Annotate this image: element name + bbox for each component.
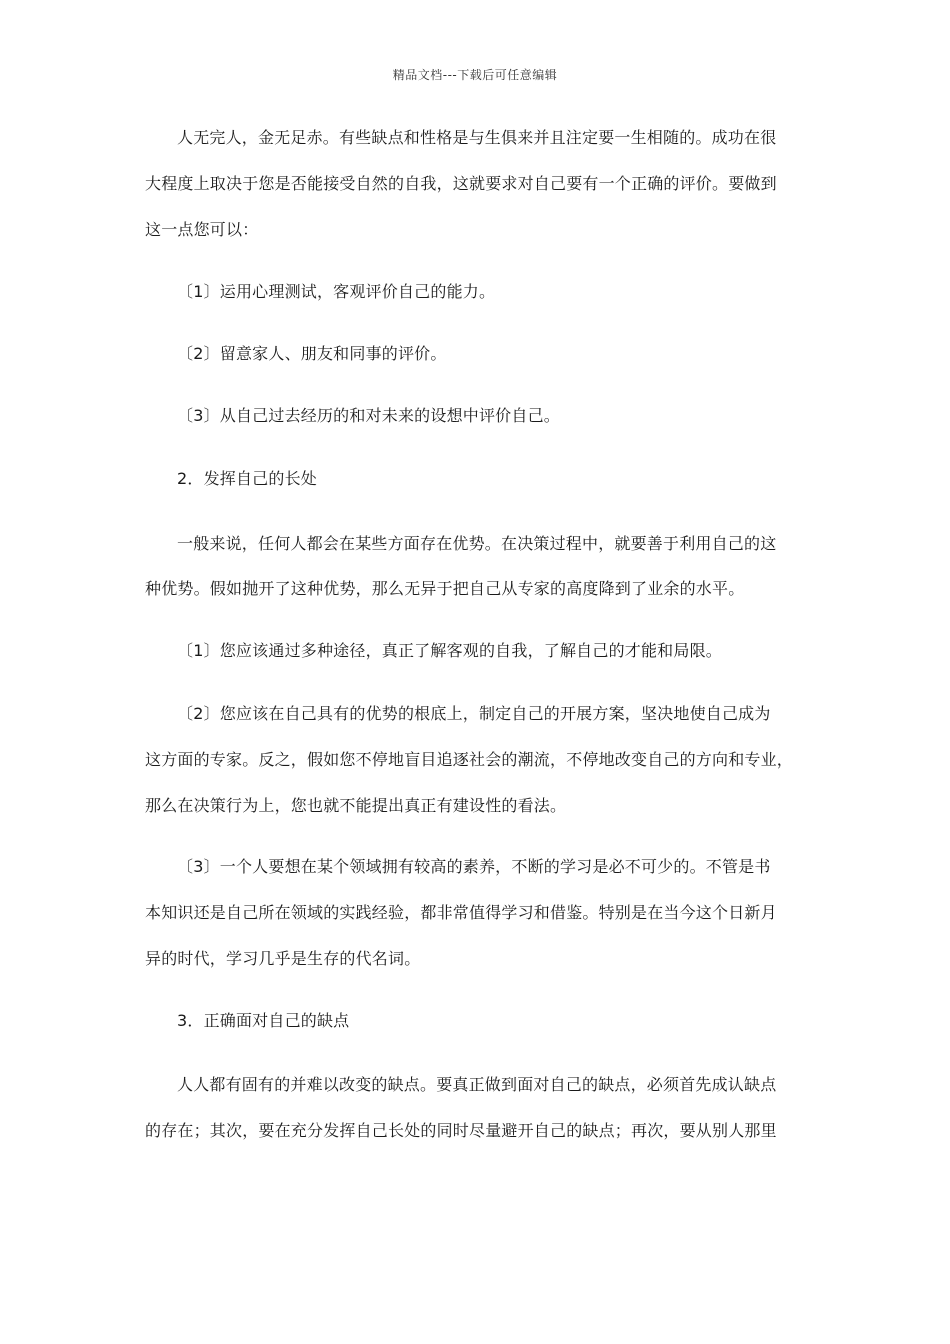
paragraph-line: 一般来说，任何人都会在某些方面存在优势。在决策过程中，就要善于利用自己的这 xyxy=(177,534,777,553)
paragraph-line: 人人都有固有的并难以改变的缺点。要真正做到面对自己的缺点，必须首先成认缺点 xyxy=(177,1075,777,1094)
list-item: 〔3〕一个人要想在某个领域拥有较高的素养，不断的学习是必不可少的。不管是书 xyxy=(177,857,771,876)
section-heading: 2．发挥自己的长处 xyxy=(177,469,317,488)
list-item: 〔3〕从自己过去经历的和对未来的设想中评价自己。 xyxy=(177,406,560,425)
section-heading: 3．正确面对自己的缺点 xyxy=(177,1011,350,1030)
list-item: 〔1〕运用心理测试，客观评价自己的能力。 xyxy=(177,282,496,301)
paragraph-line: 本知识还是自己所在领域的实践经验，都非常值得学习和借鉴。特别是在当今这个日新月 xyxy=(145,903,777,922)
paragraph-line: 异的时代，学习几乎是生存的代名词。 xyxy=(145,949,421,968)
paragraph-line: 这一点您可以： xyxy=(145,220,259,239)
paragraph-line: 那么在决策行为上，您也就不能提出真正有建设性的看法。 xyxy=(145,796,567,815)
paragraph-line: 大程度上取决于您是否能接受自然的自我，这就要求对自己要有一个正确的评价。要做到 xyxy=(145,174,777,193)
paragraph-line: 种优势。假如抛开了这种优势，那么无异于把自己从专家的高度降到了业余的水平。 xyxy=(145,579,745,598)
list-item: 〔1〕您应该通过多种途径，真正了解客观的自我，了解自己的才能和局限。 xyxy=(177,641,722,660)
list-item: 〔2〕您应该在自己具有的优势的根底上，制定自己的开展方案，坚决地使自己成为 xyxy=(177,704,771,723)
paragraph-line: 人无完人，金无足赤。有些缺点和性格是与生俱来并且注定要一生相随的。成功在很 xyxy=(177,128,777,147)
paragraph-line: 这方面的专家。反之，假如您不停地盲目追逐社会的潮流，不停地改变自己的方向和专业， xyxy=(145,750,794,769)
paragraph-line: 的存在；其次，要在充分发挥自己长处的同时尽量避开自己的缺点；再次，要从别人那里 xyxy=(145,1121,777,1140)
list-item: 〔2〕留意家人、朋友和同事的评价。 xyxy=(177,344,447,363)
page-header: 精品文档---下载后可任意编辑 xyxy=(392,68,558,82)
